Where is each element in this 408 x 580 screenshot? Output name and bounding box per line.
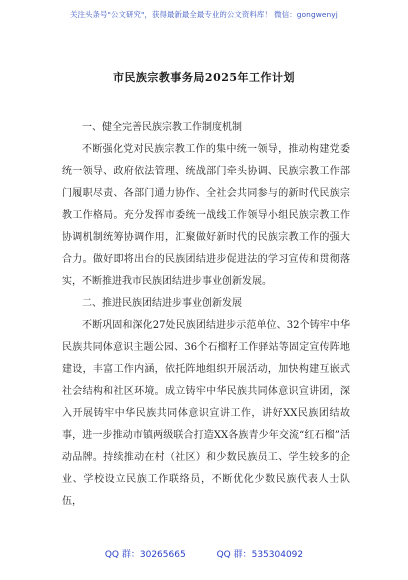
top-banner: 关注头条号"公文研究"，获得最新最全最专业的公文资料库！ 微信：gongwenyj bbox=[70, 10, 338, 19]
qq-group-1: QQ 群：30265665 bbox=[104, 550, 186, 560]
section-paragraph-2: 不断巩固和深化27处民族团结进步示范单位、32个铸牢中华民族共同体意识主题公园、36个石榴籽工作驿站等固定宣传阵地建设，丰富工作内涵，依托阵地组织开展活动，加快构建互嵌式社会结构和社区环境。成立铸牢中华民族共同体意识宣讲团，深入开展铸牢中华民族共同体意识宣讲工作，讲好XX民族团结故事，进一步推动市镇两级联合打造XX各族青少年交流“红石榴”活动品牌。持续推动在村（社区）和少数民族员工、学生较多的企业、学校设立民族工作联络员，不断优化少数民族代表人士队伍， bbox=[62, 320, 350, 507]
document-body bbox=[62, 117, 350, 513]
footer-qq-groups bbox=[0, 547, 408, 560]
section-heading-2: 二、推进民族团结进步事业创新发展 bbox=[82, 298, 242, 309]
qq-group-2: QQ 群：535304092 bbox=[216, 550, 304, 560]
page-title: 市民族宗教事务局2025年工作计划 bbox=[112, 71, 296, 84]
section-paragraph-1: 不断强化党对民族宗教工作的集中统一领导，推动构建党委统一领导、政府依法管理、统战部门牵头协调、民族宗教工作部门履职尽责、各部门通力协作、全社会共同参与的新时代民族宗教工作格局。充分发挥市委统一战线工作领导小组民族宗教工作协调机制统筹协调作用，汇聚做好新时代的民族宗教工作的强大合力。做好即将出台的民族团结进步促进法的学习宣传和贯彻落实，不断推进我市民族团结进步事业创新发展。 bbox=[62, 144, 350, 287]
section-heading-1: 一、健全完善民族宗教工作制度机制 bbox=[82, 122, 242, 133]
